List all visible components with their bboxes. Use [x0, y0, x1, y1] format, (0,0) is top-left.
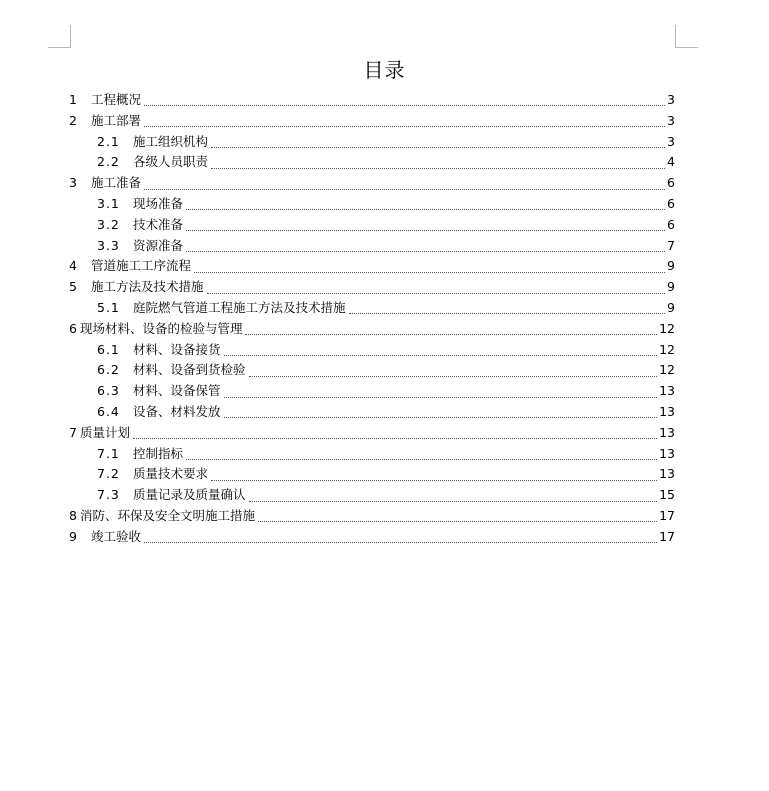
toc-entry-page-number: 17 — [659, 507, 675, 523]
toc-entry[interactable] — [69, 423, 675, 444]
toc-dot-leader — [186, 458, 657, 460]
toc-entry[interactable] — [69, 152, 675, 173]
toc-entry-number: 7.2 — [97, 466, 120, 482]
toc-dot-leader — [224, 416, 658, 418]
table-of-contents — [69, 90, 675, 548]
margin-corner-top-left — [48, 25, 71, 48]
toc-entry-page-number: 6 — [667, 175, 675, 191]
toc-entry[interactable] — [69, 298, 675, 319]
toc-entry[interactable] — [69, 444, 675, 465]
toc-entry-number: 6.4 — [97, 403, 120, 419]
toc-entry-label: 施工组织机构 — [133, 133, 209, 149]
toc-entry-label: 各级人员职责 — [133, 154, 209, 170]
toc-entry-number: 4 — [69, 258, 77, 274]
toc-entry-label: 现场材料、设备的检验与管理 — [79, 320, 243, 336]
toc-title: 目录 — [363, 58, 406, 82]
toc-entry-label: 现场准备 — [133, 195, 184, 211]
toc-entry[interactable] — [69, 360, 675, 381]
toc-entry[interactable] — [69, 340, 675, 361]
toc-entry-label: 消防、环保及安全文明施工措施 — [79, 507, 255, 523]
toc-entry-number: 5.1 — [97, 299, 120, 315]
toc-entry[interactable] — [69, 277, 675, 298]
toc-entry-page-number: 3 — [667, 92, 675, 107]
toc-entry-page-number: 12 — [659, 320, 675, 336]
toc-entry-page-number: 6 — [667, 216, 675, 232]
toc-entry-page-number: 13 — [659, 424, 675, 440]
toc-entry-number: 2.1 — [97, 133, 120, 149]
toc-dot-leader — [186, 229, 665, 231]
toc-entry-page-number: 7 — [667, 237, 675, 253]
toc-dot-leader — [144, 188, 665, 190]
toc-entry[interactable] — [69, 402, 675, 423]
toc-dot-leader — [211, 146, 665, 148]
toc-entry-page-number: 17 — [659, 528, 675, 544]
toc-entry-number: 7 — [69, 424, 77, 440]
toc-entry[interactable] — [69, 90, 675, 111]
toc-entry-page-number: 3 — [667, 133, 675, 149]
toc-dot-leader — [144, 104, 665, 106]
toc-entry-label: 控制指标 — [133, 445, 184, 461]
toc-entry-page-number: 13 — [659, 383, 675, 399]
toc-entry-label: 管道施工工序流程 — [91, 258, 192, 274]
toc-entry-number: 3.3 — [97, 237, 120, 253]
toc-dot-leader — [211, 167, 665, 169]
toc-entry-number: 6 — [69, 320, 77, 336]
toc-entry[interactable] — [69, 256, 675, 277]
toc-dot-leader — [194, 271, 665, 273]
toc-dot-leader — [249, 375, 658, 377]
toc-entry[interactable] — [69, 215, 675, 236]
toc-entry-number: 2.2 — [97, 154, 120, 170]
toc-entry-label: 材料、设备到货检验 — [133, 362, 246, 378]
toc-entry[interactable] — [69, 381, 675, 402]
toc-entry-page-number: 6 — [667, 195, 675, 211]
toc-entry-label: 施工部署 — [91, 112, 142, 128]
toc-entry-page-number: 4 — [667, 154, 675, 170]
toc-dot-leader — [133, 437, 657, 439]
toc-entry-label: 技术准备 — [133, 216, 184, 232]
toc-dot-leader — [207, 292, 665, 294]
toc-dot-leader — [186, 208, 665, 210]
toc-entry[interactable] — [69, 236, 675, 257]
toc-entry-number: 7.3 — [97, 487, 120, 503]
toc-entry-label: 质量技术要求 — [133, 466, 209, 482]
toc-entry[interactable] — [69, 319, 675, 340]
toc-entry-number: 6.1 — [97, 341, 120, 357]
toc-dot-leader — [245, 333, 657, 335]
toc-entry-label: 设备、材料发放 — [133, 403, 221, 419]
toc-entry-label: 质量记录及质量确认 — [133, 487, 246, 503]
toc-entry-page-number: 9 — [667, 258, 675, 274]
toc-entry[interactable] — [69, 111, 675, 132]
toc-dot-leader — [258, 520, 657, 522]
toc-dot-leader — [224, 354, 658, 356]
toc-dot-leader — [186, 250, 665, 252]
toc-entry[interactable] — [69, 485, 675, 506]
toc-dot-leader — [349, 312, 665, 314]
toc-entry-page-number: 13 — [659, 403, 675, 419]
toc-entry-label: 材料、设备接货 — [133, 341, 221, 357]
toc-entry-number: 7.1 — [97, 445, 120, 461]
toc-entry-page-number: 13 — [659, 466, 675, 482]
toc-entry-label: 工程概况 — [91, 92, 142, 107]
toc-dot-leader — [211, 479, 657, 481]
toc-entry-number: 6.3 — [97, 383, 120, 399]
toc-entry[interactable] — [69, 194, 675, 215]
toc-entry[interactable] — [69, 132, 675, 153]
toc-dot-leader — [144, 541, 657, 543]
toc-entry-page-number: 12 — [659, 362, 675, 378]
toc-entry-number: 8 — [69, 507, 77, 523]
toc-entry-label: 施工准备 — [91, 175, 142, 191]
toc-entry-label: 庭院燃气管道工程施工方法及技术措施 — [133, 299, 346, 315]
toc-entry-number: 6.2 — [97, 362, 120, 378]
toc-entry-label: 质量计划 — [79, 424, 130, 440]
toc-entry[interactable] — [69, 173, 675, 194]
toc-entry-number: 2 — [69, 112, 77, 128]
toc-entry-page-number: 9 — [667, 279, 675, 295]
toc-dot-leader — [249, 500, 658, 502]
toc-entry-page-number: 3 — [667, 112, 675, 128]
toc-dot-leader — [224, 396, 658, 398]
toc-entry-number: 9 — [69, 528, 77, 544]
toc-entry[interactable] — [69, 527, 675, 548]
toc-entry-label: 材料、设备保管 — [133, 383, 221, 399]
toc-entry-page-number: 12 — [659, 341, 675, 357]
toc-entry-number: 3.1 — [97, 195, 120, 211]
toc-entry-number: 3 — [69, 175, 77, 191]
toc-entry-page-number: 15 — [659, 487, 675, 503]
toc-entry-label: 竣工验收 — [91, 528, 142, 544]
toc-entry-label: 资源准备 — [133, 237, 184, 253]
toc-entry-page-number: 13 — [659, 445, 675, 461]
toc-entry-label: 施工方法及技术措施 — [91, 279, 204, 295]
toc-dot-leader — [144, 125, 665, 127]
toc-entry-number: 3.2 — [97, 216, 120, 232]
toc-entry-number: 5 — [69, 279, 77, 295]
toc-entry-page-number: 9 — [667, 299, 675, 315]
toc-entry[interactable] — [69, 506, 675, 527]
margin-corner-top-right — [675, 25, 698, 48]
toc-entry-number: 1 — [69, 92, 77, 107]
toc-entry[interactable] — [69, 464, 675, 485]
